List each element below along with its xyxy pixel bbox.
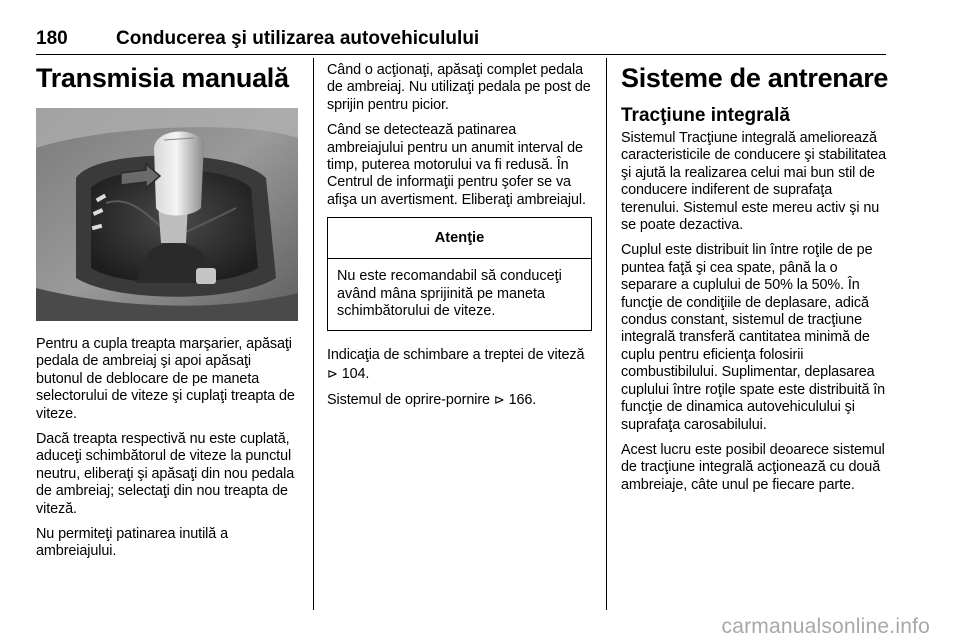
reference-stop-start — [327, 391, 592, 409]
caution-title: Atenţie — [328, 218, 591, 259]
reference-text: Indicaţia de schimbare a treptei de viteză — [327, 347, 585, 364]
reference-page[interactable]: 166. — [508, 392, 537, 409]
column-3 — [621, 62, 889, 502]
paragraph-awd-intro: Sistemul Tracţiune integrală ameliorează caracteristicile de conducere şi stabilitatea şi ajută la realizarea celui mai bun stil de conducere indiferent de suprafaţa terenului. Sistemul este mereu activ şi nu se poate dezactiva. — [621, 130, 887, 234]
column-divider-2 — [606, 58, 607, 610]
watermark: carmanualsonline.info — [721, 615, 930, 638]
paragraph-torque-distribution: Cuplul este distribuit lin între roţile de pe puntea faţă şi cea spate, până la o separare a cuplului de 50% la 50%. În funcţie de condiţiile de deplasare, adică condus constant, sistemul de tracţiune integrală transferă cantitatea minimă de cuplu pentru eficienţa folosirii combustibilului. Suplimentar, deplasarea cuplului între roţile spate este distribuită în funcţie de dinamica autovehiculului şi suprafaţa carosabilului. — [621, 242, 886, 433]
reference-page[interactable]: 104. — [341, 365, 370, 382]
paragraph-two-clutches: Acest lucru este posibil deoarece sistemul de tracţiune integrală acţionează cu două ambreiaje, câte unul pe fiecare parte. — [621, 441, 885, 493]
gear-shifter-photo — [36, 108, 298, 321]
column-1 — [36, 62, 300, 569]
section-heading-drive-systems: Sisteme de antrenare — [621, 63, 889, 93]
column-2 — [327, 62, 592, 418]
reference-text: Sistemul de oprire-pornire — [327, 392, 490, 409]
paragraph-reverse-gear: Pentru a cupla treapta marşarier, apăsaţi pedala de ambreiaj şi apoi apăsaţi butonul de deblocare de pe maneta selectorului de viteze şi cuplaţi treapta de viteze. — [36, 336, 295, 422]
reference-shift-indicator — [327, 347, 592, 383]
caution-notice — [327, 217, 592, 331]
page-header — [36, 26, 886, 55]
page-number: 180 — [36, 28, 68, 49]
chapter-title: Conducerea şi utilizarea autovehiculului — [116, 28, 480, 49]
paragraph-clutch-pedal: Când o acţionaţi, apăsaţi complet pedala de ambreiaj. Nu utilizaţi pedala pe post de sprijin pentru picior. — [327, 62, 591, 113]
paragraph-clutch-slip: Nu permiteţi patinarea inutilă a ambreiajului. — [36, 526, 228, 560]
section-heading-manual-transmission: Transmisia manuală — [36, 63, 289, 93]
page-reference-icon: ⊳ — [327, 365, 338, 381]
subsection-heading-awd: Tracţiune integrală — [621, 105, 790, 126]
caution-text: Nu este recomandabil să conduceţi având mâna sprijinită pe maneta schimbătorului de viteze. — [337, 268, 562, 320]
paragraph-gear-not-engaged: Dacă treapta respectivă nu este cuplată, aduceţi schimbătorul de viteze la punctul neutru, eliberaţi şi apăsaţi din nou pedala de ambreiaj; selectaţi din nou treapta de viteză. — [36, 431, 295, 517]
column-divider-1 — [313, 58, 314, 610]
page-reference-icon: ⊳ — [493, 392, 505, 408]
paragraph-clutch-detection: Când se detectează patinarea ambreiajului pentru un anumit interval de timp, puterea motorului va fi redusă. În Centrul de informaţii pentru şofer se va afişa un avertisment. Eliberaţi ambreiajul. — [327, 122, 586, 208]
